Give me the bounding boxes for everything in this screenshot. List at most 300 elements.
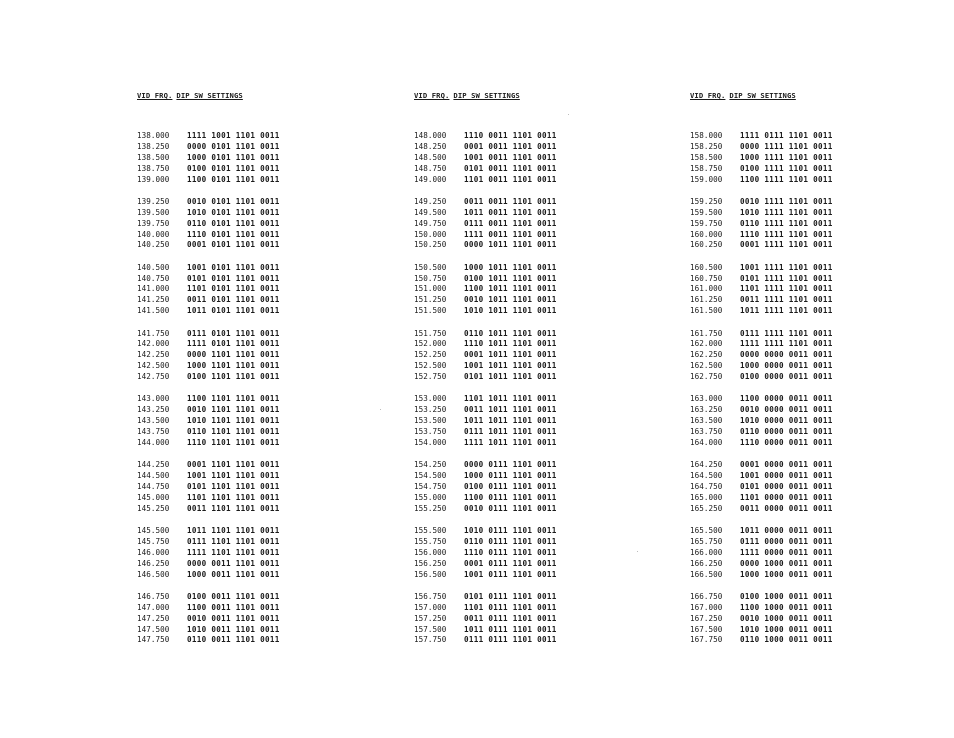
dip-switch-setting: 0100 0011 1101 0011 bbox=[187, 591, 280, 601]
frequency-row bbox=[414, 537, 614, 548]
dip-switch-setting: 1001 0000 0011 0011 bbox=[740, 471, 833, 481]
dip-sw-settings-header: DIP SW SETTINGS bbox=[176, 91, 243, 100]
dip-switch-setting: 0000 1101 1101 0011 bbox=[187, 350, 280, 360]
dip-switch-setting: 1110 1101 1101 0011 bbox=[187, 437, 280, 447]
vid-frequency: 154.250 bbox=[414, 460, 447, 470]
frequency-row bbox=[137, 405, 337, 416]
frequency-column-2 bbox=[414, 90, 614, 658]
vid-frequency: 144.000 bbox=[137, 437, 170, 447]
dip-switch-setting: 0011 1111 1101 0011 bbox=[740, 295, 833, 305]
dip-switch-setting: 0101 1011 1101 0011 bbox=[464, 372, 557, 382]
frequency-row bbox=[414, 164, 614, 175]
frequency-row bbox=[137, 175, 337, 186]
vid-frequency: 154.000 bbox=[414, 437, 447, 447]
frequency-row bbox=[414, 427, 614, 438]
frequency-column-1 bbox=[137, 90, 337, 658]
settings-groups bbox=[690, 131, 890, 646]
dip-switch-setting: 1010 0011 1101 0011 bbox=[187, 624, 280, 634]
frequency-group bbox=[137, 526, 337, 580]
frequency-row bbox=[137, 142, 337, 153]
frequency-row bbox=[137, 230, 337, 241]
dip-switch-setting: 1100 1111 1101 0011 bbox=[740, 174, 833, 184]
dip-switch-setting: 0010 0111 1101 0011 bbox=[464, 503, 557, 513]
frequency-row bbox=[414, 284, 614, 295]
frequency-row bbox=[414, 219, 614, 230]
dip-switch-setting: 0100 0111 1101 0011 bbox=[464, 482, 557, 491]
frequency-row bbox=[414, 350, 614, 361]
frequency-group bbox=[137, 394, 337, 448]
vid-frequency: 153.000 bbox=[414, 394, 447, 404]
dip-switch-setting: 0010 1011 1101 0011 bbox=[464, 295, 557, 305]
frequency-row bbox=[414, 274, 614, 285]
dip-switch-setting: 0010 0101 1101 0011 bbox=[187, 196, 280, 206]
frequency-row bbox=[690, 504, 890, 515]
dip-switch-setting: 1101 0011 1101 0011 bbox=[464, 174, 557, 184]
frequency-row bbox=[414, 197, 614, 208]
dip-switch-setting: 0111 0011 1101 0011 bbox=[464, 218, 557, 228]
vid-frequency: 148.500 bbox=[414, 152, 447, 162]
vid-frequency: 147.000 bbox=[137, 602, 170, 612]
dip-switch-setting: 0110 0000 0011 0011 bbox=[740, 427, 833, 437]
dip-switch-setting: 0011 0011 1101 0011 bbox=[464, 196, 557, 206]
frequency-row bbox=[137, 350, 337, 361]
vid-frequency: 158.250 bbox=[690, 141, 723, 151]
settings-groups bbox=[137, 131, 337, 646]
vid-frequency: 162.750 bbox=[690, 372, 723, 382]
frequency-group bbox=[137, 592, 337, 646]
dip-switch-setting: 0011 0000 0011 0011 bbox=[740, 503, 833, 513]
vid-frequency: 158.750 bbox=[690, 163, 723, 173]
dip-switch-setting: 0101 1111 1101 0011 bbox=[740, 273, 833, 283]
vid-frequency: 141.750 bbox=[137, 328, 170, 338]
dip-switch-setting: 0000 1011 1101 0011 bbox=[464, 240, 557, 250]
frequency-row bbox=[137, 635, 337, 646]
vid-frequency: 167.250 bbox=[690, 613, 723, 623]
scan-speck bbox=[568, 114, 569, 115]
frequency-row bbox=[137, 339, 337, 350]
frequency-row bbox=[414, 416, 614, 427]
vid-frequency: 138.000 bbox=[137, 131, 170, 140]
frequency-column-3 bbox=[690, 90, 890, 658]
frequency-row bbox=[137, 427, 337, 438]
frequency-row bbox=[690, 339, 890, 350]
vid-frequency: 145.250 bbox=[137, 503, 170, 513]
vid-frequency: 165.250 bbox=[690, 503, 723, 513]
vid-frequency: 161.000 bbox=[690, 284, 723, 294]
vid-frequency: 152.000 bbox=[414, 339, 447, 349]
dip-switch-setting: 0000 1111 1101 0011 bbox=[740, 141, 833, 151]
frequency-row bbox=[414, 372, 614, 383]
dip-switch-setting: 1110 1111 1101 0011 bbox=[740, 229, 833, 239]
vid-frequency: 155.500 bbox=[414, 526, 447, 536]
frequency-group bbox=[137, 263, 337, 317]
vid-frequency: 160.000 bbox=[690, 229, 723, 239]
vid-frequency: 156.750 bbox=[414, 591, 447, 601]
frequency-row bbox=[690, 427, 890, 438]
frequency-row bbox=[690, 329, 890, 340]
dip-switch-setting: 1000 1000 0011 0011 bbox=[740, 569, 833, 579]
vid-frequency: 160.500 bbox=[690, 262, 723, 272]
frequency-row bbox=[690, 614, 890, 625]
frequency-row bbox=[414, 208, 614, 219]
vid-frequency: 151.000 bbox=[414, 284, 447, 294]
vid-frequency: 164.500 bbox=[690, 471, 723, 481]
dip-switch-setting: 1000 0000 0011 0011 bbox=[740, 361, 833, 371]
frequency-row bbox=[137, 614, 337, 625]
dip-switch-setting: 0000 1000 0011 0011 bbox=[740, 558, 833, 568]
frequency-row bbox=[137, 570, 337, 581]
vid-frequency: 139.250 bbox=[137, 196, 170, 206]
vid-frequency: 143.250 bbox=[137, 405, 170, 415]
dip-switch-setting: 0011 1101 1101 0011 bbox=[187, 503, 280, 513]
dip-switch-setting: 1110 1011 1101 0011 bbox=[464, 339, 557, 349]
dip-switch-setting: 0111 0111 1101 0011 bbox=[464, 635, 557, 645]
frequency-group bbox=[414, 394, 614, 448]
vid-frequency: 143.500 bbox=[137, 416, 170, 426]
dip-switch-setting: 1011 0111 1101 0011 bbox=[464, 624, 557, 634]
vid-frequency: 167.500 bbox=[690, 624, 723, 634]
vid-frequency: 162.000 bbox=[690, 339, 723, 349]
vid-frequency: 150.000 bbox=[414, 229, 447, 239]
dip-switch-setting: 1100 1101 1101 0011 bbox=[187, 394, 280, 404]
frequency-row bbox=[137, 526, 337, 537]
vid-frequency: 142.250 bbox=[137, 350, 170, 360]
frequency-row bbox=[137, 416, 337, 427]
dip-switch-setting: 1001 0111 1101 0011 bbox=[464, 569, 557, 579]
dip-switch-setting: 1010 1101 1101 0011 bbox=[187, 416, 280, 426]
frequency-row bbox=[137, 592, 337, 603]
vid-frequency: 144.500 bbox=[137, 471, 170, 481]
vid-frequency: 153.750 bbox=[414, 427, 447, 437]
frequency-row bbox=[137, 219, 337, 230]
vid-frequency: 140.750 bbox=[137, 273, 170, 283]
vid-frequency: 157.250 bbox=[414, 613, 447, 623]
vid-frequency: 150.250 bbox=[414, 240, 447, 250]
dip-switch-setting: 1001 1011 1101 0011 bbox=[464, 361, 557, 371]
dip-switch-setting: 0110 1011 1101 0011 bbox=[464, 328, 557, 338]
frequency-row bbox=[690, 284, 890, 295]
frequency-row bbox=[137, 274, 337, 285]
dip-switch-setting: 0111 0101 1101 0011 bbox=[187, 328, 280, 338]
frequency-row bbox=[414, 230, 614, 241]
dip-switch-setting: 1111 1001 1101 0011 bbox=[187, 131, 280, 140]
vid-frequency: 158.000 bbox=[690, 131, 723, 140]
vid-frequency: 148.250 bbox=[414, 141, 447, 151]
vid-frequency: 159.000 bbox=[690, 174, 723, 184]
dip-switch-setting: 1100 1000 0011 0011 bbox=[740, 602, 833, 612]
vid-frequency: 140.500 bbox=[137, 262, 170, 272]
dip-switch-setting: 1001 0011 1101 0011 bbox=[464, 152, 557, 162]
dip-switch-setting: 0001 1111 1101 0011 bbox=[740, 240, 833, 250]
dip-switch-setting: 0110 1111 1101 0011 bbox=[740, 218, 833, 228]
dip-switch-setting: 1101 0111 1101 0011 bbox=[464, 602, 557, 612]
dip-switch-setting: 1010 1011 1101 0011 bbox=[464, 306, 557, 316]
frequency-row bbox=[414, 175, 614, 186]
vid-frequency: 152.750 bbox=[414, 372, 447, 382]
dip-switch-setting: 0010 1000 0011 0011 bbox=[740, 613, 833, 623]
vid-frequency: 153.500 bbox=[414, 416, 447, 426]
vid-frequency: 156.250 bbox=[414, 558, 447, 568]
frequency-row bbox=[137, 625, 337, 636]
vid-frequency: 156.000 bbox=[414, 547, 447, 557]
vid-frequency: 149.750 bbox=[414, 218, 447, 228]
frequency-group bbox=[690, 131, 890, 185]
frequency-row bbox=[137, 504, 337, 515]
frequency-row bbox=[690, 361, 890, 372]
frequency-row bbox=[137, 559, 337, 570]
frequency-row bbox=[137, 482, 337, 493]
frequency-row bbox=[690, 482, 890, 493]
frequency-group bbox=[414, 460, 614, 514]
vid-frequency: 164.000 bbox=[690, 437, 723, 447]
dip-switch-setting: 1011 1101 1101 0011 bbox=[187, 526, 280, 536]
dip-switch-setting: 1000 1101 1101 0011 bbox=[187, 361, 280, 371]
frequency-row bbox=[414, 526, 614, 537]
vid-frequency: 146.250 bbox=[137, 558, 170, 568]
dip-switch-setting: 0100 1111 1101 0011 bbox=[740, 163, 833, 173]
frequency-row bbox=[137, 460, 337, 471]
frequency-row bbox=[690, 175, 890, 186]
vid-frequency: 139.500 bbox=[137, 207, 170, 217]
dip-sw-settings-header: DIP SW SETTINGS bbox=[729, 91, 796, 100]
frequency-row bbox=[690, 219, 890, 230]
frequency-row bbox=[414, 570, 614, 581]
dip-switch-setting: 0101 0111 1101 0011 bbox=[464, 591, 557, 601]
vid-frequency: 138.250 bbox=[137, 141, 170, 151]
dip-switch-setting: 0000 0111 1101 0011 bbox=[464, 460, 557, 470]
vid-frequency: 166.500 bbox=[690, 569, 723, 579]
dip-switch-setting: 1101 1101 1101 0011 bbox=[187, 492, 280, 502]
frequency-row bbox=[137, 471, 337, 482]
dip-switch-setting: 1011 0101 1101 0011 bbox=[187, 306, 280, 316]
frequency-row bbox=[690, 208, 890, 219]
frequency-row bbox=[414, 635, 614, 646]
vid-frequency: 154.750 bbox=[414, 482, 447, 491]
vid-frq-header: VID FRQ. bbox=[137, 91, 173, 100]
frequency-row bbox=[414, 361, 614, 372]
vid-frequency: 138.500 bbox=[137, 152, 170, 162]
dip-switch-setting: 0110 1101 1101 0011 bbox=[187, 427, 280, 437]
vid-frequency: 153.250 bbox=[414, 405, 447, 415]
frequency-group bbox=[137, 131, 337, 185]
frequency-row bbox=[690, 460, 890, 471]
dip-switch-setting: 1110 0011 1101 0011 bbox=[464, 131, 557, 140]
vid-frequency: 162.500 bbox=[690, 361, 723, 371]
dip-switch-setting: 1001 1101 1101 0011 bbox=[187, 471, 280, 481]
frequency-group bbox=[690, 394, 890, 448]
vid-frequency: 141.250 bbox=[137, 295, 170, 305]
frequency-row bbox=[414, 471, 614, 482]
frequency-group bbox=[690, 263, 890, 317]
vid-frequency: 143.000 bbox=[137, 394, 170, 404]
dip-switch-setting: 1100 0011 1101 0011 bbox=[187, 602, 280, 612]
vid-frequency: 164.250 bbox=[690, 460, 723, 470]
frequency-group bbox=[414, 131, 614, 185]
dip-switch-setting: 1111 0000 0011 0011 bbox=[740, 547, 833, 557]
dip-switch-setting: 0111 1101 1101 0011 bbox=[187, 536, 280, 546]
frequency-group bbox=[690, 460, 890, 514]
dip-switch-setting: 0010 0000 0011 0011 bbox=[740, 405, 833, 415]
dip-switch-setting: 1010 0000 0011 0011 bbox=[740, 416, 833, 426]
frequency-row bbox=[414, 329, 614, 340]
vid-frequency: 150.750 bbox=[414, 273, 447, 283]
vid-frequency: 151.250 bbox=[414, 295, 447, 305]
vid-frequency: 161.250 bbox=[690, 295, 723, 305]
frequency-row bbox=[137, 537, 337, 548]
frequency-row bbox=[690, 142, 890, 153]
frequency-row bbox=[690, 592, 890, 603]
vid-frequency: 165.750 bbox=[690, 536, 723, 546]
dip-switch-setting: 0111 0000 0011 0011 bbox=[740, 536, 833, 546]
frequency-group bbox=[690, 526, 890, 580]
frequency-row bbox=[414, 306, 614, 317]
scan-speck bbox=[380, 409, 381, 410]
dip-switch-setting: 1110 0000 0011 0011 bbox=[740, 437, 833, 447]
dip-switch-setting: 1111 0111 1101 0011 bbox=[740, 131, 833, 140]
dip-switch-setting: 0010 1111 1101 0011 bbox=[740, 196, 833, 206]
vid-frequency: 144.750 bbox=[137, 482, 170, 491]
dip-switch-setting: 0101 1101 1101 0011 bbox=[187, 482, 280, 491]
vid-frequency: 167.000 bbox=[690, 602, 723, 612]
dip-switch-setting: 0101 0000 0011 0011 bbox=[740, 482, 833, 491]
frequency-row bbox=[690, 405, 890, 416]
vid-frequency: 160.750 bbox=[690, 273, 723, 283]
frequency-row bbox=[414, 504, 614, 515]
frequency-row bbox=[690, 559, 890, 570]
vid-frequency: 138.750 bbox=[137, 163, 170, 173]
dip-switch-setting: 0110 0101 1101 0011 bbox=[187, 218, 280, 228]
dip-switch-setting: 1110 0111 1101 0011 bbox=[464, 547, 557, 557]
frequency-row bbox=[137, 295, 337, 306]
vid-frequency: 148.750 bbox=[414, 163, 447, 173]
frequency-row bbox=[137, 263, 337, 274]
dip-switch-setting: 0001 0101 1101 0011 bbox=[187, 240, 280, 250]
dip-switch-setting: 0001 0111 1101 0011 bbox=[464, 558, 557, 568]
vid-frequency: 163.750 bbox=[690, 427, 723, 437]
dip-switch-setting: 0000 0000 0011 0011 bbox=[740, 350, 833, 360]
vid-frequency: 142.000 bbox=[137, 339, 170, 349]
vid-frequency: 152.500 bbox=[414, 361, 447, 371]
dip-switch-setting: 1101 0000 0011 0011 bbox=[740, 492, 833, 502]
frequency-group bbox=[414, 197, 614, 251]
vid-frequency: 148.000 bbox=[414, 131, 447, 140]
frequency-row bbox=[690, 240, 890, 251]
vid-frequency: 151.500 bbox=[414, 306, 447, 316]
vid-frequency: 140.250 bbox=[137, 240, 170, 250]
vid-frequency: 163.500 bbox=[690, 416, 723, 426]
vid-frequency: 166.000 bbox=[690, 547, 723, 557]
dip-switch-setting: 0100 1000 0011 0011 bbox=[740, 591, 833, 601]
vid-frequency: 141.000 bbox=[137, 284, 170, 294]
dip-switch-setting: 1010 0111 1101 0011 bbox=[464, 526, 557, 536]
dip-switch-setting: 1010 1111 1101 0011 bbox=[740, 207, 833, 217]
frequency-row bbox=[414, 438, 614, 449]
frequency-row bbox=[414, 559, 614, 570]
frequency-row bbox=[137, 394, 337, 405]
vid-frequency: 145.500 bbox=[137, 526, 170, 536]
frequency-row bbox=[690, 625, 890, 636]
vid-frequency: 163.000 bbox=[690, 394, 723, 404]
vid-frequency: 149.000 bbox=[414, 174, 447, 184]
dip-switch-setting: 1100 0000 0011 0011 bbox=[740, 394, 833, 404]
vid-frequency: 155.250 bbox=[414, 503, 447, 513]
frequency-row bbox=[414, 295, 614, 306]
frequency-row bbox=[414, 131, 614, 142]
frequency-row bbox=[137, 164, 337, 175]
frequency-row bbox=[137, 603, 337, 614]
frequency-row bbox=[414, 460, 614, 471]
vid-frequency: 149.250 bbox=[414, 196, 447, 206]
vid-frequency: 165.000 bbox=[690, 492, 723, 502]
frequency-row bbox=[414, 625, 614, 636]
vid-frequency: 139.750 bbox=[137, 218, 170, 228]
frequency-row bbox=[137, 240, 337, 251]
vid-frequency: 147.750 bbox=[137, 635, 170, 645]
frequency-group bbox=[690, 197, 890, 251]
dip-switch-setting: 0011 0111 1101 0011 bbox=[464, 613, 557, 623]
dip-switch-setting: 1111 0011 1101 0011 bbox=[464, 229, 557, 239]
vid-frequency: 155.000 bbox=[414, 492, 447, 502]
frequency-row bbox=[414, 153, 614, 164]
frequency-row bbox=[690, 131, 890, 142]
vid-frequency: 144.250 bbox=[137, 460, 170, 470]
frequency-row bbox=[414, 240, 614, 251]
frequency-group bbox=[414, 329, 614, 383]
dip-switch-setting: 0100 0101 1101 0011 bbox=[187, 163, 280, 173]
dip-switch-setting: 1000 1011 1101 0011 bbox=[464, 262, 557, 272]
frequency-group bbox=[414, 263, 614, 317]
dip-switch-setting: 1000 0101 1101 0011 bbox=[187, 152, 280, 162]
dip-switch-setting: 1000 1111 1101 0011 bbox=[740, 152, 833, 162]
vid-frequency: 165.500 bbox=[690, 526, 723, 536]
frequency-row bbox=[690, 394, 890, 405]
vid-frequency: 156.500 bbox=[414, 569, 447, 579]
dip-switch-setting: 1101 0101 1101 0011 bbox=[187, 284, 280, 294]
vid-frequency: 145.750 bbox=[137, 536, 170, 546]
dip-switch-setting: 0111 1111 1101 0011 bbox=[740, 328, 833, 338]
frequency-row bbox=[690, 526, 890, 537]
vid-frequency: 167.750 bbox=[690, 635, 723, 645]
frequency-row bbox=[414, 263, 614, 274]
column-header bbox=[690, 90, 890, 102]
dip-switch-setting: 1011 0000 0011 0011 bbox=[740, 526, 833, 536]
dip-switch-setting: 1111 1011 1101 0011 bbox=[464, 437, 557, 447]
frequency-row bbox=[690, 471, 890, 482]
vid-frequency: 159.750 bbox=[690, 218, 723, 228]
vid-frequency: 166.750 bbox=[690, 591, 723, 601]
dip-switch-setting: 1101 1011 1101 0011 bbox=[464, 394, 557, 404]
vid-frequency: 139.000 bbox=[137, 174, 170, 184]
dip-switch-setting: 1000 0111 1101 0011 bbox=[464, 471, 557, 481]
frequency-row bbox=[690, 372, 890, 383]
dip-switch-setting: 0010 1101 1101 0011 bbox=[187, 405, 280, 415]
dip-switch-setting: 0110 0011 1101 0011 bbox=[187, 635, 280, 645]
dip-switch-setting: 0011 0101 1101 0011 bbox=[187, 295, 280, 305]
dip-switch-setting: 0011 1011 1101 0011 bbox=[464, 405, 557, 415]
frequency-row bbox=[414, 592, 614, 603]
frequency-group bbox=[414, 592, 614, 646]
frequency-row bbox=[414, 339, 614, 350]
frequency-row bbox=[137, 284, 337, 295]
frequency-row bbox=[414, 548, 614, 559]
dip-switch-setting: 1111 0101 1101 0011 bbox=[187, 339, 280, 349]
vid-frequency: 154.500 bbox=[414, 471, 447, 481]
frequency-row bbox=[137, 548, 337, 559]
frequency-row bbox=[137, 372, 337, 383]
vid-frq-header: VID FRQ. bbox=[414, 91, 450, 100]
dip-switch-setting: 1100 0101 1101 0011 bbox=[187, 174, 280, 184]
vid-frequency: 159.250 bbox=[690, 196, 723, 206]
